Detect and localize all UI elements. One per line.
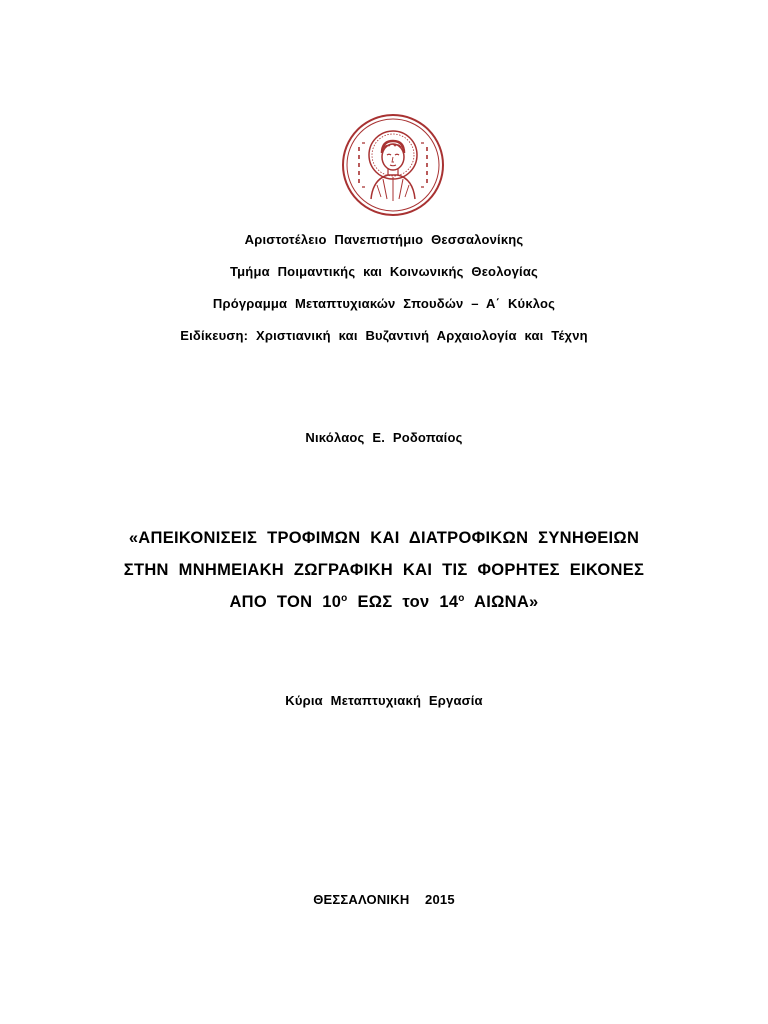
thesis-title-line-3: [0, 593, 768, 612]
place-and-year: ΘΕΣΣΑΛΟΝΙΚΗ 2015: [313, 892, 455, 907]
thesis-type: Κύρια Μεταπτυχιακή Εργασία: [285, 693, 483, 708]
author-name: Νικόλαος Ε. Ροδοπαίος: [305, 430, 463, 445]
specialization: Ειδίκευση: Χριστιανική και Βυζαντινή Αρχαιολογία και Τέχνη: [180, 328, 588, 343]
program-name: Πρόγραμμα Μεταπτυχιακών Σπουδών – Α΄ Κύκλος: [212, 296, 556, 311]
title-line-3-part-b: ΕΩΣ τον 14: [347, 593, 459, 611]
ordinal-superscript: ο: [341, 593, 348, 604]
university-name: Αριστοτέλειο Πανεπιστήμιο Θεσσαλονίκης: [244, 232, 524, 247]
thesis-title-line-1: «ΑΠΕΙΚΟΝΙΣΕΙΣ ΤΡΟΦΙΜΩΝ ΚΑΙ ΔΙΑΤΡΟΦΙΚΩΝ ΣΥΝΗΘΕΙΩΝ: [128, 529, 640, 547]
thesis-title-line-2: ΣΤΗΝ ΜΝΗΜΕΙΑΚΗ ΖΩΓΡΑΦΙΚΗ ΚΑΙ ΤΙΣ ΦΟΡΗΤΕΣ ΕΙΚΟΝΕΣ: [123, 561, 645, 579]
university-seal-logo: [341, 113, 445, 217]
ordinal-superscript: ο: [458, 593, 465, 604]
title-line-3-part-a: ΑΠΟ ΤΟΝ 10: [229, 593, 342, 611]
department-name: Τμήμα Ποιμαντικής και Κοινωνικής Θεολογίας: [229, 264, 539, 279]
title-line-3-part-c: ΑΙΩΝΑ»: [464, 593, 539, 611]
